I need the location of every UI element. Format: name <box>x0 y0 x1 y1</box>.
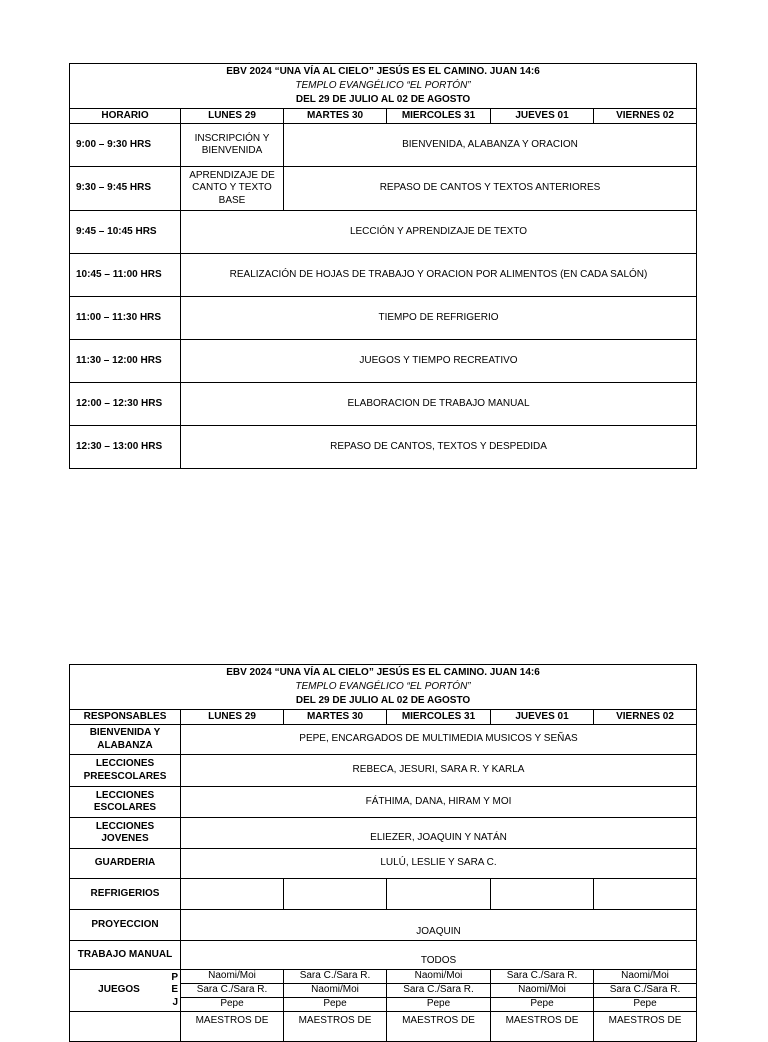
juegos-cell: Naomi/Moi <box>181 970 284 984</box>
col-header-day: JUEVES 01 <box>491 109 594 124</box>
role-label: LECCIONES PREESCOLARES <box>70 755 181 787</box>
activity-cell: TIEMPO DE REFRIGERIO <box>181 297 697 340</box>
juegos-cell: Sara C./Sara R. <box>594 984 697 998</box>
role-label: GUARDERIA <box>70 849 181 879</box>
assignee-cell: PEPE, ENCARGADOS DE MULTIMEDIA MUSICOS Y SEÑAS <box>181 725 697 755</box>
juegos-cell: Naomi/Moi <box>594 970 697 984</box>
juegos-cell: Naomi/Moi <box>491 984 594 998</box>
responsible-row <box>70 725 697 755</box>
responsible-row <box>70 879 697 910</box>
group-letter: J <box>172 996 178 1008</box>
role-label: REFRIGERIOS <box>70 879 181 910</box>
responsible-row <box>70 818 697 849</box>
assignee-cell: JOAQUIN <box>181 910 697 941</box>
event-dates: DEL 29 DE JULIO AL 02 DE AGOSTO <box>295 94 471 105</box>
juegos-cell: Pepe <box>181 998 284 1012</box>
juegos-cell: Sara C./Sara R. <box>284 970 387 984</box>
time-slot: 10:45 – 11:00 HRS <box>70 254 181 297</box>
juegos-cell: Pepe <box>284 998 387 1012</box>
activity-cell: REALIZACIÓN DE HOJAS DE TRABAJO Y ORACION POR ALIMENTOS (EN CADA SALÓN) <box>181 254 697 297</box>
time-slot: 9:45 – 10:45 HRS <box>70 211 181 254</box>
schedule-header <box>70 64 697 109</box>
time-slot: 11:30 – 12:00 HRS <box>70 340 181 383</box>
assignee-cell: MAESTROS DE <box>387 1012 491 1042</box>
assignee-cell: ELIEZER, JOAQUIN Y NATÁN <box>181 818 697 849</box>
role-label: LECCIONES ESCOLARES <box>70 787 181 818</box>
col-header-day: VIERNES 02 <box>594 710 697 725</box>
schedule-table <box>69 63 697 469</box>
role-label <box>70 1012 181 1042</box>
activity-cell: APRENDIZAJE DE CANTO Y TEXTO BASE <box>181 167 284 211</box>
schedule-day-header-row <box>70 109 697 124</box>
assignee-cell: REBECA, JESURI, SARA R. Y KARLA <box>181 755 697 787</box>
col-header-day: LUNES 29 <box>181 109 284 124</box>
schedule-row <box>70 167 697 211</box>
schedule-row <box>70 211 697 254</box>
juegos-cell: Pepe <box>594 998 697 1012</box>
juegos-label: JUEGOS <box>98 984 140 996</box>
assignee-cell <box>181 879 284 910</box>
assignee-cell <box>594 879 697 910</box>
assignee-cell: MAESTROS DE <box>181 1012 284 1042</box>
schedule-row <box>70 340 697 383</box>
event-dates: DEL 29 DE JULIO AL 02 DE AGOSTO <box>295 695 471 706</box>
activity-cell: ELABORACION DE TRABAJO MANUAL <box>181 383 697 426</box>
activity-cell: JUEGOS Y TIEMPO RECREATIVO <box>181 340 697 383</box>
activity-cell: LECCIÓN Y APRENDIZAJE DE TEXTO <box>181 211 697 254</box>
juegos-row <box>70 970 697 984</box>
juegos-cell: Sara C./Sara R. <box>491 970 594 984</box>
juegos-cell: Naomi/Moi <box>284 984 387 998</box>
juegos-cell: Naomi/Moi <box>387 970 491 984</box>
col-header-day: MIERCOLES 31 <box>387 109 491 124</box>
schedule-row <box>70 254 697 297</box>
activity-cell: REPASO DE CANTOS, TEXTOS Y DESPEDIDA <box>181 426 697 469</box>
activity-cell: BIENVENIDA, ALABANZA Y ORACION <box>284 124 697 167</box>
time-slot: 12:30 – 13:00 HRS <box>70 426 181 469</box>
activity-cell: REPASO DE CANTOS Y TEXTOS ANTERIORES <box>284 167 697 211</box>
schedule-row <box>70 426 697 469</box>
col-header-day: MARTES 30 <box>284 710 387 725</box>
assignee-cell: FÁTHIMA, DANA, HIRAM Y MOI <box>181 787 697 818</box>
role-label: TRABAJO MANUAL <box>70 941 181 970</box>
juegos-label-cell <box>70 970 181 1012</box>
juegos-group-letters <box>168 972 178 1010</box>
responsible-row <box>70 755 697 787</box>
time-slot: 11:00 – 11:30 HRS <box>70 297 181 340</box>
assignee-cell: TODOS <box>181 941 697 970</box>
col-header-day: VIERNES 02 <box>594 109 697 124</box>
church-name: TEMPLO EVANGÉLICO “EL PORTÓN” <box>295 681 471 692</box>
cutoff-row <box>70 1012 697 1042</box>
responsibles-day-header-row <box>70 710 697 725</box>
assignee-cell: LULÚ, LESLIE Y SARA C. <box>181 849 697 879</box>
col-header-day: LUNES 29 <box>181 710 284 725</box>
group-letter: E <box>171 984 178 996</box>
assignee-cell <box>387 879 491 910</box>
time-slot: 9:00 – 9:30 HRS <box>70 124 181 167</box>
role-label: BIENVENIDA Y ALABANZA <box>70 725 181 755</box>
assignee-cell: MAESTROS DE <box>594 1012 697 1042</box>
event-title: EBV 2024 “UNA VÍA AL CIELO” JESÚS ES EL CAMINO. JUAN 14:6 <box>226 66 540 77</box>
col-header-day: MARTES 30 <box>284 109 387 124</box>
activity-cell: INSCRIPCIÓN Y BIENVENIDA <box>181 124 284 167</box>
assignee-cell <box>284 879 387 910</box>
responsibles-table <box>69 664 697 1042</box>
church-name: TEMPLO EVANGÉLICO “EL PORTÓN” <box>295 80 471 91</box>
juegos-cell: Sara C./Sara R. <box>181 984 284 998</box>
col-header-day: MIERCOLES 31 <box>387 710 491 725</box>
assignee-cell: MAESTROS DE <box>284 1012 387 1042</box>
schedule-row <box>70 297 697 340</box>
juegos-cell: Sara C./Sara R. <box>387 984 491 998</box>
juegos-cell: Pepe <box>387 998 491 1012</box>
responsible-row <box>70 787 697 818</box>
assignee-cell <box>491 879 594 910</box>
juegos-cell: Pepe <box>491 998 594 1012</box>
responsible-row <box>70 910 697 941</box>
responsible-row <box>70 941 697 970</box>
group-letter: P <box>171 971 178 983</box>
responsibles-header <box>70 665 697 710</box>
col-header-day: JUEVES 01 <box>491 710 594 725</box>
schedule-row <box>70 124 697 167</box>
col-header-responsables: RESPONSABLES <box>70 710 181 725</box>
schedule-row <box>70 383 697 426</box>
role-label: PROYECCION <box>70 910 181 941</box>
responsible-row <box>70 849 697 879</box>
assignee-cell: MAESTROS DE <box>491 1012 594 1042</box>
time-slot: 9:30 – 9:45 HRS <box>70 167 181 211</box>
time-slot: 12:00 – 12:30 HRS <box>70 383 181 426</box>
col-header-horario: HORARIO <box>70 109 181 124</box>
role-label: LECCIONES JOVENES <box>70 818 181 849</box>
event-title: EBV 2024 “UNA VÍA AL CIELO” JESÚS ES EL CAMINO. JUAN 14:6 <box>226 667 540 678</box>
